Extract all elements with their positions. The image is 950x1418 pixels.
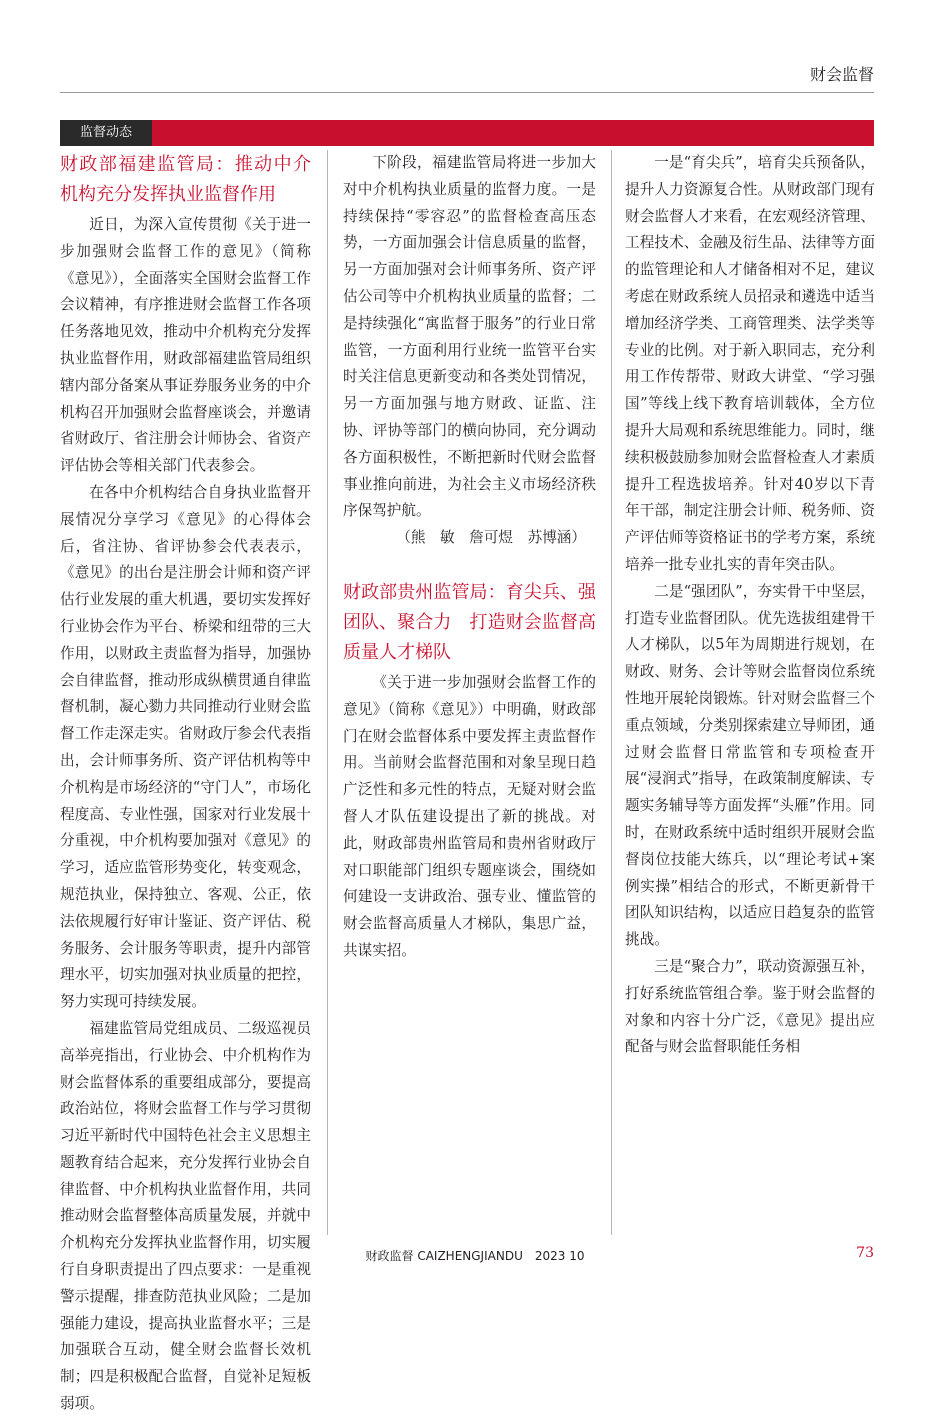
article-1-paragraph: 下阶段，福建监管局将进一步加大对中介机构执业质量的监督力度。一是持续保持“零容忍”的监督检查高压态势，一方面加强会计信息质量的监督，另一方面加强对会计师事务所、资产评估公司等中介机构执业质量的监督；二是持续强化“寓监督于服务”的行业日常监管，一方面利用行业统一监管平台实时关注信息更新变动和各类处罚情况，另一方面加强与地方财政、证监、注协、评协等部门的横向协同，充分调动各方面积极性，不断把新时代财会监督事业推向前进，为社会主义市场经济秩序保驾护航。 (343, 154, 596, 520)
section-bar (60, 120, 874, 146)
text-column-1 (60, 150, 311, 1413)
article-1-paragraph: 近日，为深入宣传贯彻《关于进一步加强财会监督工作的意见》（简称《意见》），全面落实全国财会监督工作会议精神，有序推进财会监督工作各项任务落地见效，推动中介机构充分发挥执业监督作用，财政部福建监管局组织辖内部分备案从事证券服务业务的中介机构召开加强财会监督座谈会，并邀请省财政厅、省注册会计师协会、省资产评估协会等相关部门代表参会。 (60, 216, 311, 475)
page-number: 73 (856, 1245, 874, 1261)
section-tag: 监督动态 (60, 120, 152, 146)
article-1-byline: （熊 敏 詹可煜 苏博涵） (396, 529, 586, 547)
text-column-2 (343, 150, 596, 1235)
article-1-title: 财政部福建监管局：推动中介机构充分发挥执业监督作用 (60, 154, 311, 205)
text-column-3 (625, 150, 875, 1235)
article-1-paragraph: 在各中介机构结合自身执业监督开展情况分享学习《意见》的心得体会后，省注协、省评协参会代表表示，《意见》的出台是注册会计师和资产评估行业发展的重大机遇，要切实发挥好行业协会作为平台、桥梁和纽带的三大作用，以财政主责监督为指导，加强协会自律监督，推动形成纵横贯通自律监督机制，凝心勠力共同推动行业财会监督工作走深走实。省财政厅参会代表指出，会计师事务所、资产评估机构等中介机构是市场经济的“守门人”，市场化程度高、专业性强，国家对行业发展十分重视，中介机构要加强对《意见》的学习，适应监管形势变化，转变观念，规范执业，保持独立、客观、公正，依法依规履行好审计鉴证、资产评估、税务服务、会计服务等职责，提升内部管理水平，切实加强对执业质量的把控，努力实现可持续发展。 (60, 483, 311, 1011)
header-rule (60, 92, 874, 93)
footer-magazine-line: 财政监督 CAIZHENGJIANDU 2023 10 (365, 1249, 585, 1263)
running-head: 财会监督 (809, 65, 874, 84)
article-2-paragraph: 《关于进一步加强财会监督工作的意见》（简称《意见》）中明确，财政部门在财会监督体系中要发挥主责监督作用。当前财会监督范围和对象呈现日趋广泛性和多元性的特点，无疑对财会监督人才队伍建设提出了新的挑战。对此，财政部贵州监管局和贵州省财政厅对口职能部门组织专题座谈会，围绕如何建设一支讲政治、强专业、懂监管的财会监督高质量人才梯队，集思广益，共谋实招。 (343, 673, 596, 959)
article-2-paragraph: 二是“强团队”，夯实骨干中坚层，打造专业监督团队。优先选拔组建骨干人才梯队，以5年为周期进行规划，在财政、财务、会计等财会监督岗位系统性地开展轮岗锻炼。针对财会监督三个重点领域，分类别探索建立导师团，通过财会监督日常监管和专项检查开展“浸润式”指导，在政策制度解读、专题实务辅导等方面发挥“头雁”作用。同时，在财政系统中适时组织开展财会监督岗位技能大练兵，以“理论考试+案例实操”相结合的形式，不断更新骨干团队知识结构，以适应日趋复杂的监管挑战。 (625, 582, 875, 949)
column-divider (327, 150, 328, 1235)
article-2-paragraph: 三是“聚合力”，联动资源强互补，打好系统监管组合拳。鉴于财会监督的对象和内容十分广泛，《意见》提出应配备与财会监督职能任务相 (625, 957, 875, 1056)
article-2-title: 财政部贵州监管局：育尖兵、强团队、聚合力 打造财会监督高质量人才梯队 (343, 581, 596, 663)
column-divider (611, 150, 612, 1235)
article-1-paragraph: 福建监管局党组成员、二级巡视员高举亮指出，行业协会、中介机构作为财会监督体系的重要组成部分，要提高政治站位，将财会监督工作与学习贯彻习近平新时代中国特色社会主义思想主题教育结合起来，充分发挥行业协会自律监督、中介机构执业监督作用，共同推动财会监督整体高质量发展，并就中介机构充分发挥执业监督作用，切实履行自身职责提出了四点要求：一是重视警示提醒，排查防范执业风险；二是加强能力建设，提高执业监督水平；三是加强联合互动，健全财会监督长效机制；四是积极配合监督，自觉补足短板弱项。 (60, 1019, 311, 1413)
article-2-paragraph: 一是“育尖兵”，培育尖兵预备队，提升人力资源复合性。从财政部门现有财会监督人才来看，在宏观经济管理、工程技术、金融及衍生品、法律等方面的监管理论和人才储备相对不足，建议考虑在财政系统人员招录和遴选中适当增加经济学类、工商管理类、法学类等专业的比例。对于新入职同志，充分利用工作传帮带、财政大讲堂、“学习强国”等线上线下教育培训载体，全方位提升大局观和系统思维能力。同时，继续积极鼓励参加财会监督检查人才素质提升工程选拔培养。针对40岁以下青年干部，制定注册会计师、税务师、资产评估师等资格证书的学考方案，系统培养一批专业扎实的青年突击队。 (625, 154, 875, 573)
